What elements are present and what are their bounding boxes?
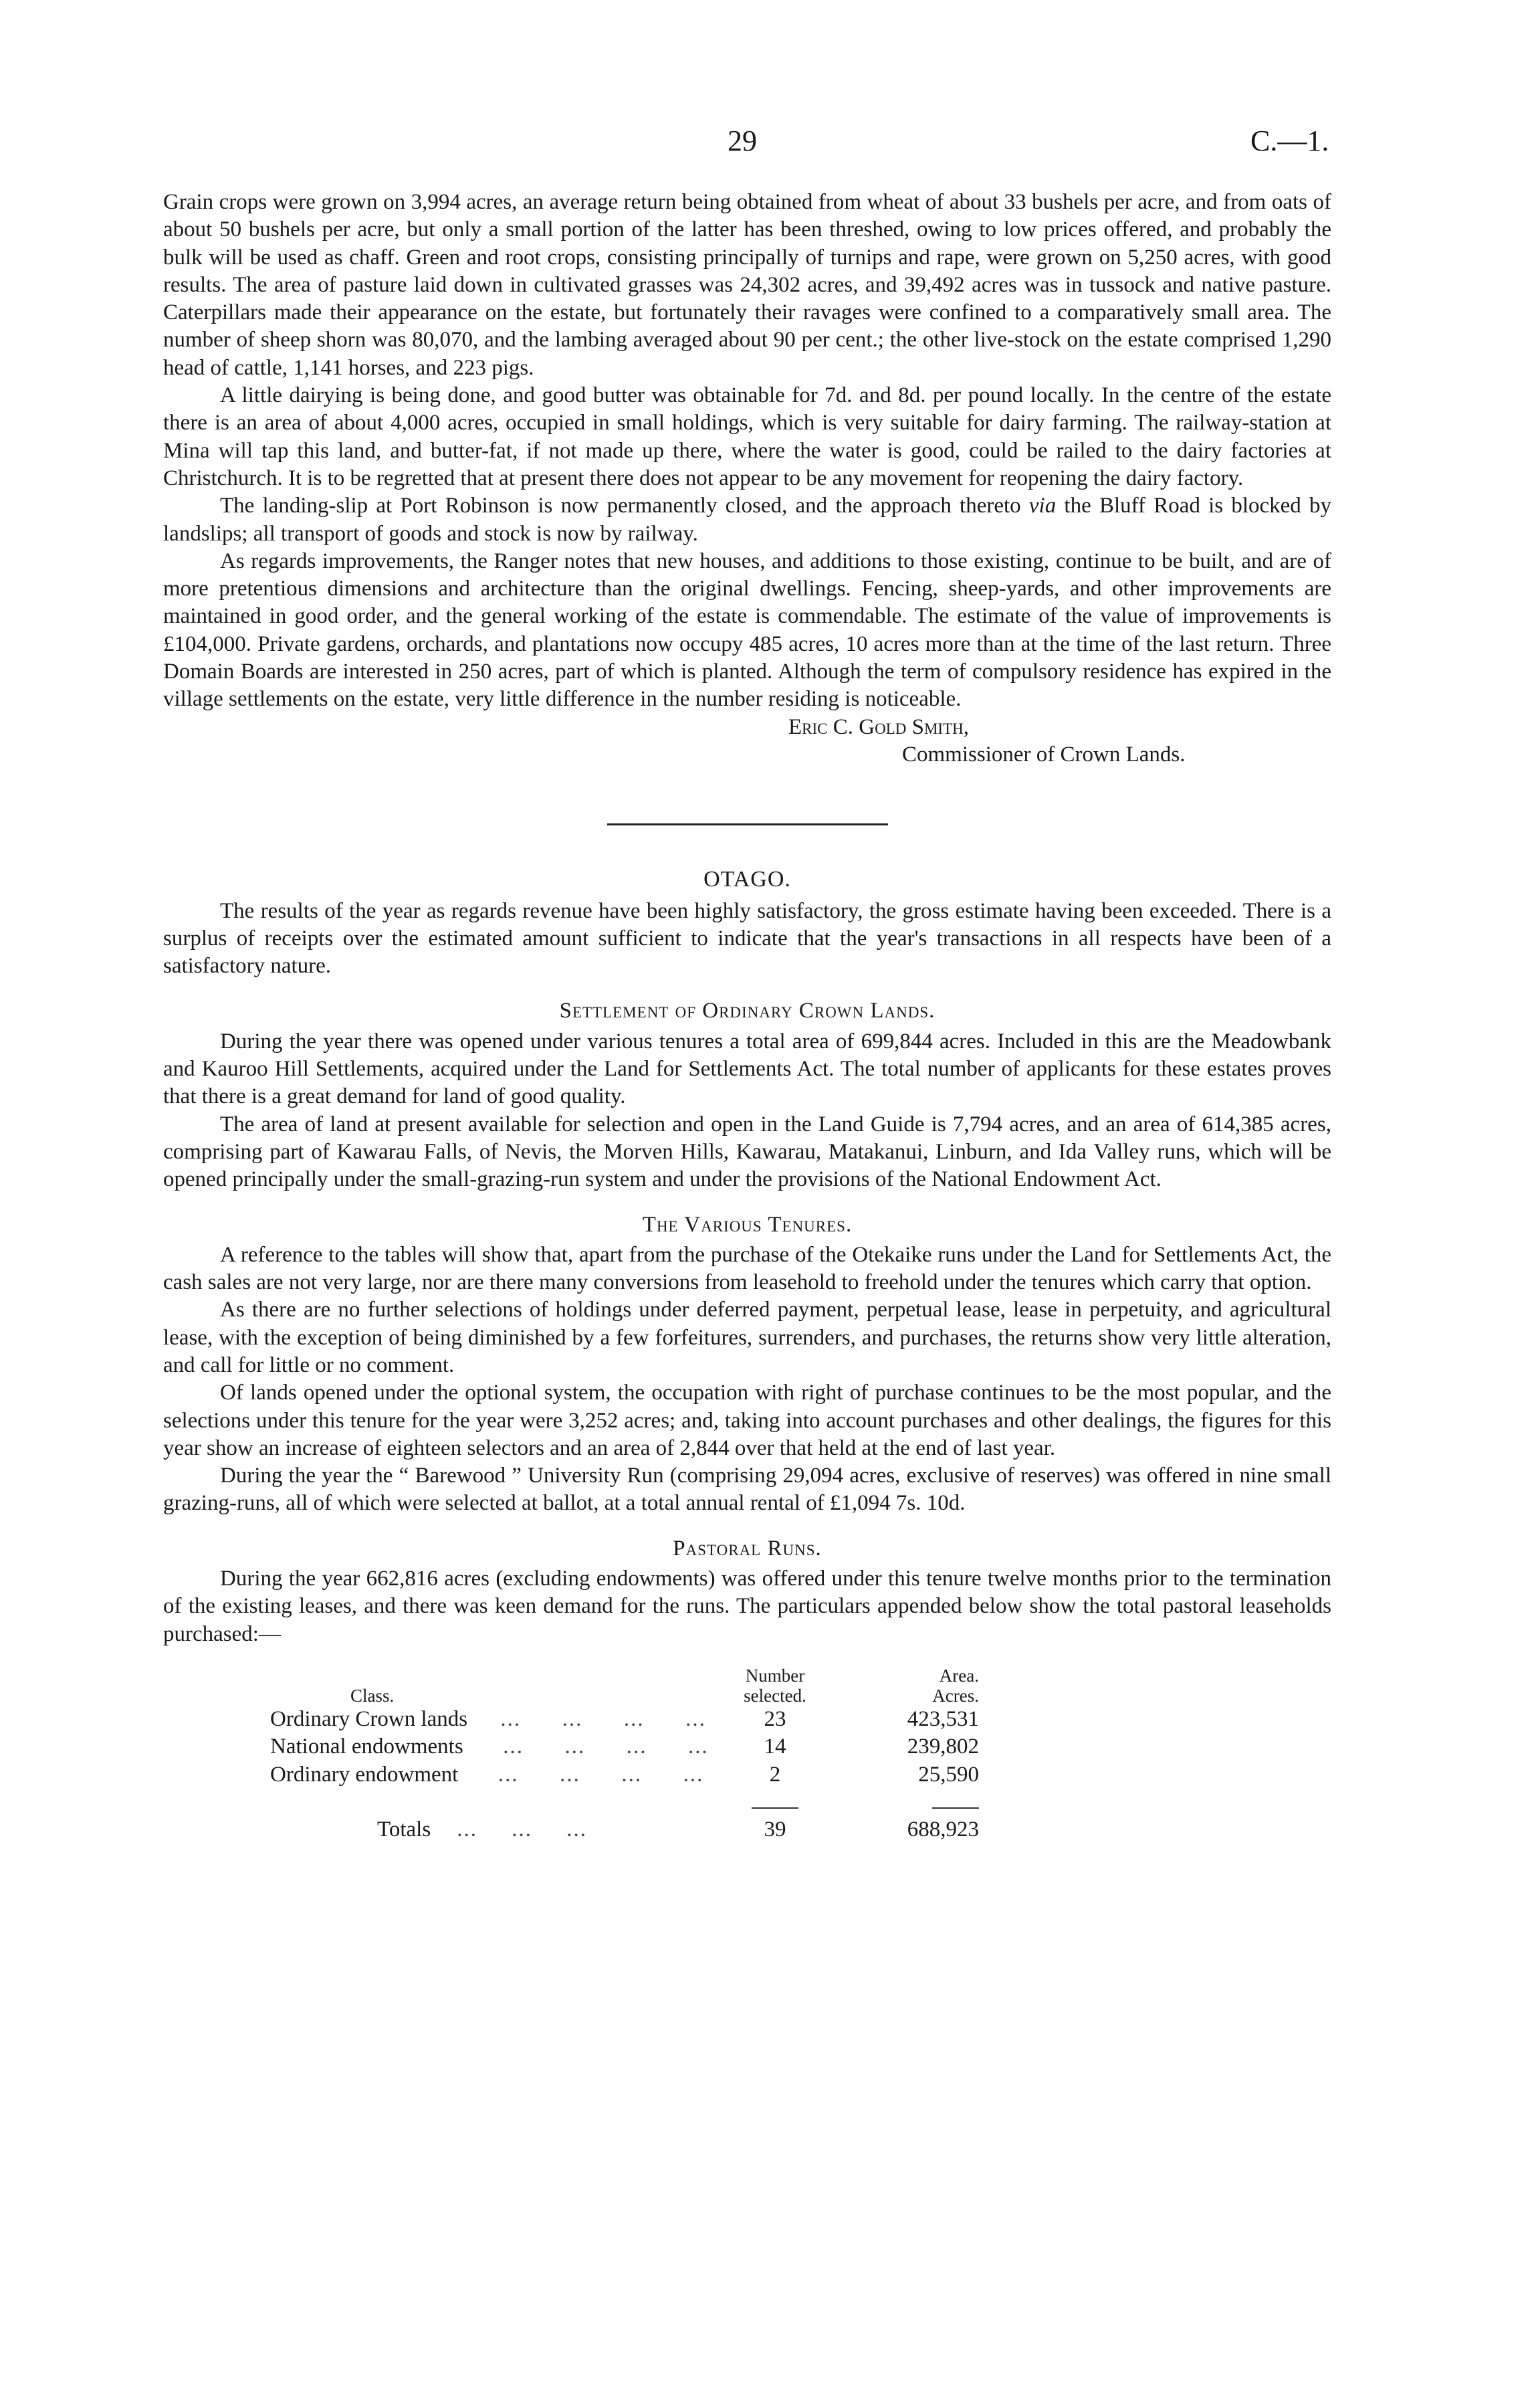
table-row — [270, 1761, 979, 1789]
paragraph-tenures-2: As there are no further selections of holdings under deferred payment, perpetual lease, lease in perpetuity, and agricultural lease, with the exception of being diminished by a few forfeitures, surrenders, and purchases, the returns show very little alteration, and call for little or no comment. — [163, 1298, 1331, 1377]
paragraph-pastoral: During the year 662,816 acres (excluding endowments) was offered under this tenure twelve months prior to the termination of the existing leases, and there was keen demand for the runs. The particulars appended below show the total pastoral leaseholds purchased:— — [163, 1567, 1331, 1646]
total-label: Totals — [377, 1817, 431, 1842]
leader-dots: ... ... ... — [436, 1817, 587, 1842]
total-number: 39 — [764, 1817, 786, 1842]
row-class: Ordinary endowment — [270, 1762, 459, 1787]
total-rule — [932, 1807, 979, 1809]
row-number: 23 — [764, 1706, 786, 1731]
signature-title: Commissioner of Crown Lands. — [902, 742, 1186, 767]
paragraph-tenures-1: A reference to the tables will show that, apart from the purchase of the Otekaike runs under the Land for Settlements Act, the cash sales are not very large, nor are there many conversions from leasehold to freehold under the tenures which carry that option. — [163, 1242, 1331, 1295]
column-header-class: Class. — [350, 1685, 395, 1706]
section-divider — [607, 823, 888, 825]
paragraph-landing-slip — [163, 492, 1331, 548]
paragraph-otago-intro: The results of the year as regards revenue have been highly satisfactory, the gross estimate having been exceeded. There is a surplus of receipts over the estimated amount sufficient to indicate that the year's transactions in all respects have been of a satisfactory nature. — [163, 898, 1331, 979]
row-area: 423,531 — [907, 1706, 979, 1731]
row-class: Ordinary Crown lands — [270, 1706, 468, 1731]
document-body — [163, 189, 1331, 1843]
subheading-pastoral: Pastoral Runs. — [673, 1536, 822, 1561]
pastoral-runs-table — [270, 1666, 979, 1843]
column-header-area-line2: Acres. — [932, 1685, 979, 1706]
total-rule — [752, 1807, 798, 1809]
row-number: 2 — [769, 1762, 781, 1787]
leader-dots: ... ... ... ... — [468, 1734, 709, 1759]
subheading-tenures: The Various Tenures. — [642, 1212, 853, 1237]
row-area: 25,590 — [918, 1762, 979, 1787]
column-header-number-line2: selected. — [744, 1685, 806, 1706]
landing-slip-italic: via — [1028, 494, 1057, 518]
page-header — [0, 124, 1540, 164]
table-row — [270, 1706, 979, 1733]
paragraph-tenures-4: During the year the “ Barewood ” University Run (comprising 29,094 acres, exclusive of reserves) was offered in nine small grazing-runs, all of which were selected at ballot, at a total annual rental of £1,094 7s. 10d. — [163, 1464, 1331, 1516]
paragraph-improvements: As regards improvements, the Ranger notes that new houses, and additions to those existing, continue to be built, and are of more pretentious dimensions and architecture than the original dwellings. Fencing, sheep-yards, and other improvements are maintained in good order, and the general working of the estate is commendable. The estimate of the value of improvements is £104,000. Private gardens, orchards, and plantations now occupy 485 acres, 10 acres more than at the time of the last return. Three Domain Boards are interested in 250 acres, part of which is planted. Although the term of compulsory residence has expired in the village settlements on the estate, very little difference in the number residing is noticeable. — [163, 548, 1331, 712]
document-reference: C.—1. — [1250, 124, 1329, 157]
landing-slip-text-1: The landing-slip at Port Robinson is now permanently closed, and the approach thereto — [220, 494, 1029, 518]
paragraph-settlement-2: The area of land at present available for selection and open in the Land Guide is 7,794 acres, and an area of 614,385 acres, comprising part of Kawarau Falls, of Nevis, the Morven Hills, Kawarau, Matakanui, Linburn, and Ida Valley runs, which will be opened principally under the small-grazing-run system and under the provisions of the National Endowment Act. — [163, 1112, 1331, 1192]
table-row — [270, 1733, 979, 1761]
column-header-area-line1: Area. — [939, 1665, 979, 1686]
row-area: 239,802 — [907, 1734, 979, 1759]
leader-dots: ... ... ... ... — [463, 1762, 704, 1787]
paragraph-crops: Grain crops were grown on 3,994 acres, an average return being obtained from wheat of about 33 bushels per acre, and from oats of about 50 bushels per acre, but only a small portion of the latter has been threshed, owing to low prices offered, and probably the bulk will be used as chaff. Green and root crops, consisting principally of turnips and rape, were grown on 5,250 acres, with good results. The area of pasture laid down in cultivated grasses was 24,302 acres, and 39,492 acres was in tussock and native pasture. Caterpillars made their appearance on the estate, but fortunately their ravages were confined to a comparatively small area. The number of sheep shorn was 80,070, and the lambing averaged about 90 per cent.; the other live-stock on the estate comprised 1,290 head of cattle, 1,141 horses, and 223 pigs. — [163, 190, 1331, 380]
column-header-number-line1: Number — [745, 1665, 805, 1686]
page-number: 29 — [728, 124, 757, 157]
landing-slip-text-2: the Bluff Road is blocked by landslips; all transport of goods and stock is now by railway. — [163, 494, 1331, 546]
table-total-row — [270, 1816, 979, 1843]
paragraph-tenures-3: Of lands opened under the optional system, the occupation with right of purchase continues to be the most popular, and the selections under this tenure for the year were 3,252 acres; and, taking into account purchases and other dealings, the figures for this year show an increase of eighteen selectors and an area of 2,844 over that held at the end of last year. — [163, 1381, 1331, 1460]
paragraph-settlement-1: During the year there was opened under various tenures a total area of 699,844 acres. Included in this are the Meadowbank and Kauroo Hill Settlements, acquired under the Land for Settlements Act. The total number of applicants for these estates proves that there is a great demand for land of good quality. — [163, 1029, 1331, 1109]
leader-dots: ... ... ... ... — [473, 1706, 706, 1731]
row-number: 14 — [764, 1734, 786, 1759]
table-header-row — [270, 1666, 979, 1706]
table-rule-row — [270, 1789, 979, 1816]
subheading-settlement: Settlement of Ordinary Crown Lands. — [559, 999, 936, 1023]
signature-name: Eric C. Gold Smith, — [788, 714, 969, 739]
row-class: National endowments — [270, 1734, 463, 1759]
column-header-number — [725, 1666, 825, 1706]
paragraph-dairying: A little dairying is being done, and good butter was obtainable for 7d. and 8d. per pound locally. In the centre of the estate there is an area of about 4,000 acres, occupied in small holdings, which is very suitable for dairy farming. The railway-station at Mina will tap this land, and butter-fat, if not made up there, where the water is good, could be railed to the dairy factories at Christchurch. It is to be regretted that at present there does not appear to be any movement for reopening the dairy factory. — [163, 383, 1331, 490]
column-header-area — [825, 1666, 979, 1706]
total-area: 688,923 — [907, 1817, 979, 1842]
section-heading-otago: OTAGO. — [703, 867, 791, 892]
